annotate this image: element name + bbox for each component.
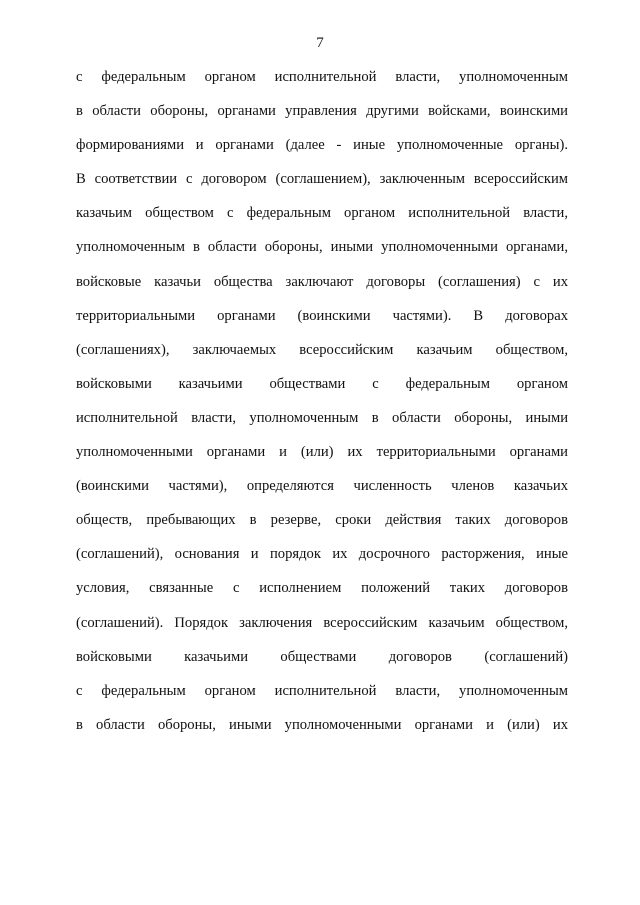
text-line-5: казачьим обществом с федеральным органом исполнительной власти, [76,205,568,222]
text-line-10: войсковыми казачьими обществами с федеральным органом [76,375,568,392]
text-line-12: уполномоченными органами и (или) их территориальными органами [76,444,568,461]
text-line-11: исполнительной власти, уполномоченным в области обороны, иными [76,409,568,426]
page-number: 7 [316,35,324,51]
text-line-1: с федеральным органом исполнительной власти, уполномоченным [76,69,568,85]
text-line-2: в области обороны, органами управления другими войсками, воинскими [76,103,568,120]
text-line-15: (соглашений), основания и порядок их досрочного расторжения, иные [76,546,568,563]
text-line-17: (соглашений). Порядок заключения всероссийским казачьим обществом, [76,614,568,631]
text-line-19: с федеральным органом исполнительной власти, уполномоченным [76,682,568,699]
text-line-8: территориальными органами (воинскими частями). В договорах [76,307,568,324]
text-line-9: (соглашениях), заключаемых всероссийским казачьим обществом, [76,341,568,358]
text-line-4: В соответствии с договором (соглашением), заключенным всероссийским [76,171,568,188]
text-line-16: условия, связанные с исполнением положений таких договоров [76,580,568,597]
body-text [76,66,568,748]
text-line-13: (воинскими частями), определяются численность членов казачьих [76,478,568,495]
text-line-7: войсковые казачьи общества заключают договоры (соглашения) с их [76,273,568,290]
text-line-3: формированиями и органами (далее - иные уполномоченные органы). [76,137,568,154]
text-line-20: в области обороны, иными уполномоченными органами и (или) их [76,716,568,733]
text-line-14: обществ, пребывающих в резерве, сроки действия таких договоров [76,512,568,529]
text-line-18: войсковыми казачьими обществами договоров (соглашений) [76,648,568,665]
text-line-6: уполномоченным в области обороны, иными уполномоченными органами, [76,239,568,256]
